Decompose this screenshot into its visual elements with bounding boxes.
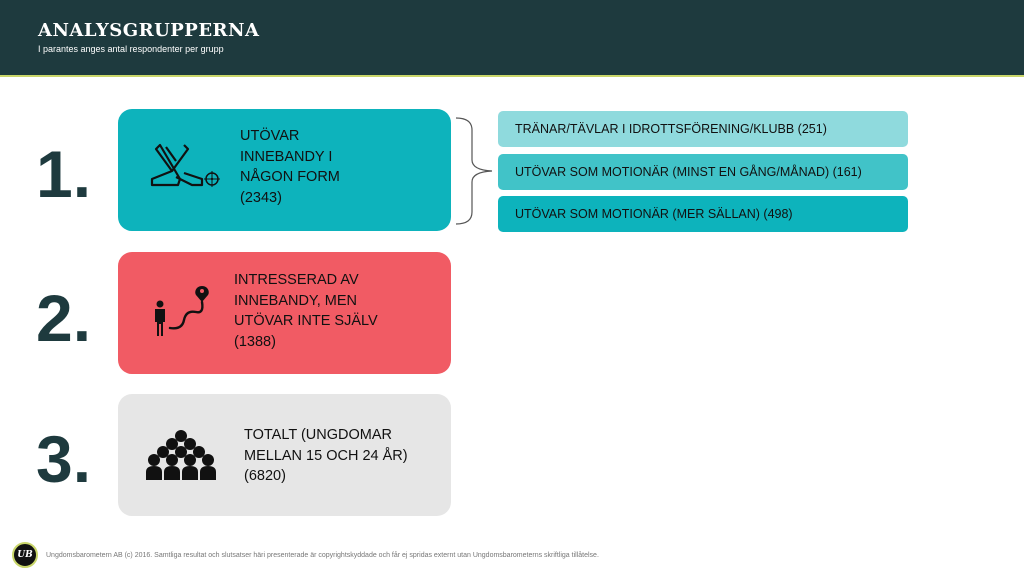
subgroup-2: UTÖVAR SOM MOTIONÄR (MINST EN GÅNG/MÅNAD) (161) <box>498 154 908 190</box>
group-card-3 <box>118 394 451 516</box>
group-label-3: TOTALT (UNGDOMAR MELLAN 15 OCH 24 ÅR) (6820) <box>244 427 408 484</box>
subgroup-3: UTÖVAR SOM MOTIONÄR (MER SÄLLAN) (498) <box>498 196 908 232</box>
group-card-1 <box>118 109 451 231</box>
group-card-2 <box>118 252 451 374</box>
person-path-pin-icon <box>152 284 216 345</box>
group-number-3: 3. <box>36 422 92 496</box>
header-bar <box>0 0 1024 77</box>
crowd-icon <box>146 428 216 485</box>
company-logo: UB <box>12 542 38 568</box>
subgroup-1: TRÄNAR/TÄVLAR I IDROTTSFÖRENING/KLUBB (251) <box>498 111 908 147</box>
group-number-2: 2. <box>36 281 92 355</box>
page-title: ANALYSGRUPPERNA <box>38 20 260 41</box>
group-label-1: UTÖVAR INNEBANDY I NÅGON FORM (2343) <box>240 128 340 206</box>
grouping-brace-icon <box>454 116 498 226</box>
group-number-1: 1. <box>36 137 92 211</box>
page-subtitle: I parantes anges antal respondenter per grupp <box>38 44 224 54</box>
floorball-sticks-icon <box>148 141 220 194</box>
copyright-text: Ungdomsbarometern AB (c) 2016. Samtliga resultat och slutsatser häri presenterade är copyrightskyddade och får ej spridas externt utan Ungdomsbarometerns skriftliga tillåtelse. <box>46 552 599 559</box>
group-label-2: INTRESSERAD AV INNEBANDY, MEN UTÖVAR INTE SJÄLV (1388) <box>234 272 378 350</box>
